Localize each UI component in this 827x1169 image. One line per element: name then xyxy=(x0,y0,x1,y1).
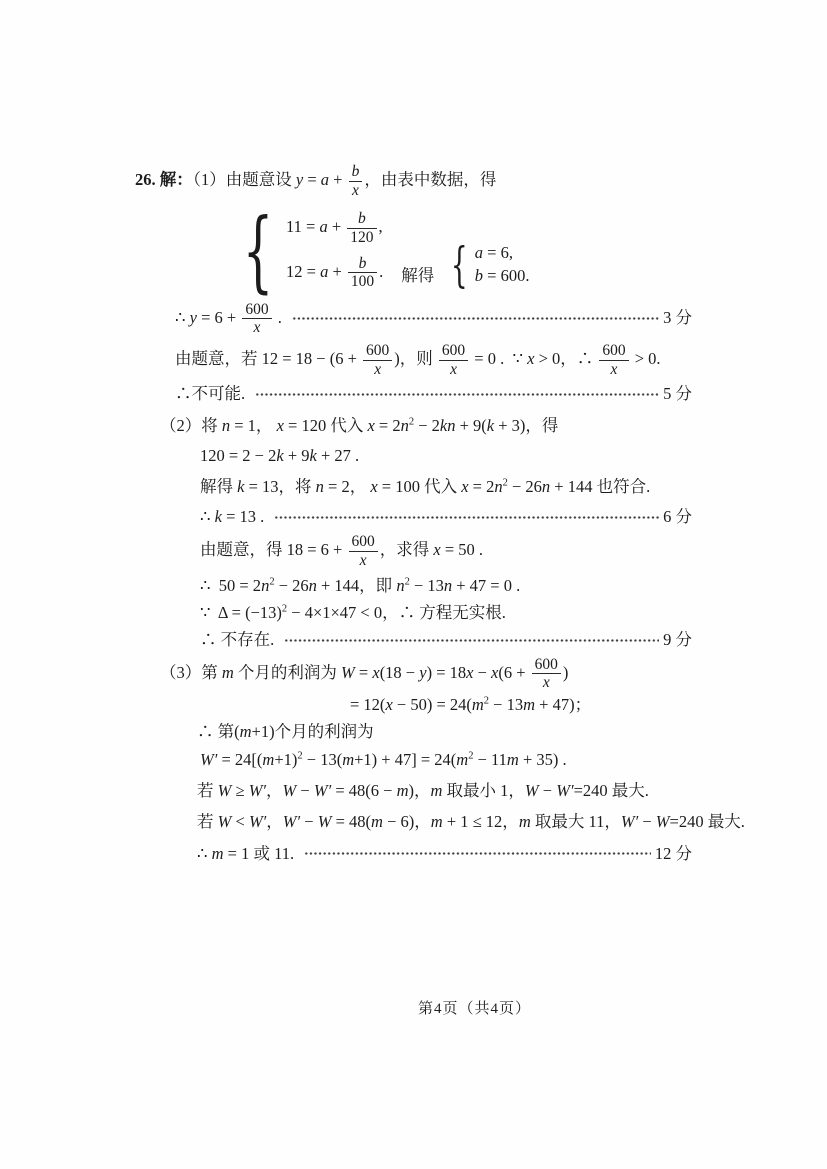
equation-row xyxy=(475,265,530,287)
text-segment: ∴ xyxy=(175,307,190,327)
math-variable: n xyxy=(541,476,551,496)
text-run xyxy=(160,656,568,693)
page-footer: 第4页（共4页） xyxy=(418,1001,532,1017)
math-variable: y xyxy=(295,170,304,190)
fraction xyxy=(599,342,628,379)
math-variable: m xyxy=(430,812,443,832)
score-label: 3 分 xyxy=(663,307,692,327)
text-segment: − 13 xyxy=(409,575,444,595)
text-run xyxy=(160,415,558,437)
math-variable: b xyxy=(474,266,484,286)
math-variable: k xyxy=(486,416,495,436)
text-segment: − xyxy=(538,781,557,801)
text-segment: ) = 18 xyxy=(426,662,467,682)
part2-quadratic xyxy=(200,575,692,597)
text-segment: + xyxy=(329,170,347,190)
text-segment: +1) xyxy=(274,749,298,769)
problem-26-part1-intro xyxy=(135,163,692,200)
score-label: 12 分 xyxy=(654,843,692,863)
text-run xyxy=(200,575,520,597)
text-segment: ) xyxy=(562,662,569,682)
text-segment: = 48( xyxy=(331,812,372,832)
conclusion-y-formula xyxy=(175,301,692,338)
text-segment: = xyxy=(303,170,321,190)
math-variable: W xyxy=(217,812,232,832)
part2-solve-k xyxy=(200,476,692,498)
dots-leader xyxy=(284,637,659,644)
part3-W-simplified xyxy=(350,694,692,716)
fraction xyxy=(532,656,561,693)
text-segment: +1) + 47] = 24( xyxy=(354,749,457,769)
text-segment: − 13( xyxy=(302,749,343,769)
text-segment: ，求得 xyxy=(379,540,434,560)
math-variable: n xyxy=(308,575,317,595)
math-variable: x xyxy=(370,476,378,496)
math-variable: m xyxy=(518,812,531,832)
math-variable: W xyxy=(655,812,670,832)
math-variable: k xyxy=(276,446,284,466)
math-variable: m xyxy=(523,695,536,715)
text-segment: , xyxy=(378,217,383,237)
math-variable: W′ xyxy=(556,781,574,801)
math-variable: W′ xyxy=(282,812,301,832)
math-variable: m xyxy=(371,812,383,832)
text-segment: 解得 xyxy=(200,476,238,496)
fraction-numerator: 600 xyxy=(599,342,628,361)
math-variable: n xyxy=(400,416,409,436)
text-segment: = 1 或 11. xyxy=(223,843,295,863)
text-segment: > 0，∴ xyxy=(534,349,598,369)
math-variable: a xyxy=(320,170,330,190)
math-variable: kn xyxy=(439,416,456,436)
text-segment: ∴ 第( xyxy=(197,721,240,741)
fraction-denominator: x xyxy=(253,319,261,337)
text-run xyxy=(200,533,483,570)
part3-W-prime xyxy=(200,749,692,771)
fraction-numerator: 600 xyxy=(532,656,561,675)
math-variable: W xyxy=(282,781,297,801)
superscript: 2 xyxy=(297,750,303,762)
text-segment: 由题意，得 18 = 6 + xyxy=(200,540,347,560)
text-segment: = 6, xyxy=(483,242,513,262)
text-segment: = 1， xyxy=(230,416,277,436)
text-segment: = 120 代入 xyxy=(283,416,368,436)
superscript: 2 xyxy=(408,416,415,428)
math-variable: x xyxy=(385,695,393,715)
fraction-numerator: b xyxy=(347,210,376,229)
text-segment: （2）将 xyxy=(160,416,222,436)
math-variable: k xyxy=(309,446,317,466)
text-run xyxy=(200,476,650,498)
part2-discriminant xyxy=(200,602,692,624)
text-segment: − 26 xyxy=(274,575,309,595)
text-segment: = 6 + xyxy=(196,307,241,327)
fraction-numerator: b xyxy=(349,163,363,182)
math-variable: m xyxy=(221,662,234,682)
text-segment: − 4×1×47 < 0，∴ 方程无实根. xyxy=(287,603,506,623)
text-run xyxy=(200,629,274,651)
text-segment: = 100 代入 xyxy=(377,476,462,496)
part3-case-W-greater xyxy=(197,780,692,802)
text-run xyxy=(200,602,506,624)
text-segment: ∴ xyxy=(197,843,212,863)
text-segment: （1）由题意设 xyxy=(192,170,296,190)
math-variable: n xyxy=(443,575,453,595)
text-run xyxy=(175,342,661,379)
text-segment: = 13 . xyxy=(221,506,265,526)
text-segment: ∴ 不存在. xyxy=(200,630,275,650)
text-segment: (18 − xyxy=(379,662,420,682)
fraction xyxy=(349,533,378,570)
dots-leader xyxy=(292,315,659,322)
text-segment: (6 + xyxy=(498,662,530,682)
text-segment: + 3)，得 xyxy=(494,416,559,436)
math-variable: W′ xyxy=(620,812,639,832)
dots-leader xyxy=(274,514,659,521)
text-segment: = 0 . ∵ xyxy=(470,349,528,369)
math-variable: W xyxy=(341,662,355,682)
text-segment: = 2 xyxy=(468,476,495,496)
text-segment: 个月的利润为 xyxy=(233,662,342,682)
text-segment: ， xyxy=(266,812,283,832)
part3-profit-W xyxy=(160,656,692,693)
text-segment: − 11 xyxy=(473,749,507,769)
text-segment: + xyxy=(328,261,346,281)
superscript: 2 xyxy=(483,695,490,707)
math-variable: x xyxy=(367,416,375,436)
fraction-denominator: x xyxy=(542,674,550,692)
math-variable: x xyxy=(433,540,441,560)
math-variable: m xyxy=(430,781,443,801)
text-segment: − 26 xyxy=(507,476,542,496)
fraction-numerator: 600 xyxy=(242,301,271,320)
text-segment: 解得 xyxy=(401,265,435,285)
fraction-denominator: x xyxy=(374,361,382,379)
left-brace-icon: { xyxy=(242,198,274,302)
math-variable: x xyxy=(527,349,535,369)
text-segment: = 600. xyxy=(483,266,530,286)
fraction xyxy=(348,255,377,292)
superscript: 2 xyxy=(269,576,275,588)
text-segment: − 6)， xyxy=(382,812,431,832)
superscript: 2 xyxy=(404,576,410,588)
score-label: 5 分 xyxy=(663,383,692,403)
part1-conclusion xyxy=(175,383,692,405)
part3-next-month-intro xyxy=(197,721,692,743)
math-variable: m xyxy=(211,843,224,863)
text-segment: 11 = xyxy=(286,217,320,237)
equation-row xyxy=(286,255,383,292)
text-segment: = xyxy=(354,662,373,682)
dots-leader xyxy=(255,391,659,398)
part1-reasoning xyxy=(175,342,692,379)
fraction xyxy=(349,163,363,200)
math-variable: n xyxy=(261,575,270,595)
text-segment: + 9 xyxy=(283,446,310,466)
text-run xyxy=(230,198,533,302)
text-segment: . xyxy=(273,307,282,327)
math-variable: m xyxy=(239,721,252,741)
text-segment: + 1 ≤ 12， xyxy=(442,812,519,832)
score-label: 6 分 xyxy=(663,506,692,526)
equation-row xyxy=(475,242,530,264)
superscript: 2 xyxy=(502,477,508,489)
bold-text-segment: 26. 解： xyxy=(135,170,193,190)
math-variable: m xyxy=(456,749,469,769)
fraction-numerator: 600 xyxy=(363,342,392,361)
score-label: 9 分 xyxy=(663,630,692,650)
math-variable: x xyxy=(276,416,284,436)
math-variable: m xyxy=(396,781,409,801)
text-segment: = 2 xyxy=(374,416,401,436)
text-segment: ， xyxy=(266,781,283,801)
text-segment: 120 = 2 − 2 xyxy=(200,446,277,466)
math-variable: n xyxy=(494,476,503,496)
text-segment: ，由表中数据，得 xyxy=(364,170,497,190)
text-run xyxy=(200,506,264,528)
math-variable: y xyxy=(419,662,427,682)
math-variable: a xyxy=(319,217,328,237)
fraction-denominator: 100 xyxy=(350,273,375,291)
text-segment: = 2， xyxy=(323,476,371,496)
fraction-numerator: b xyxy=(348,255,377,274)
math-variable: m xyxy=(262,749,275,769)
equation-row xyxy=(286,210,383,247)
fraction-numerator: 600 xyxy=(349,533,378,552)
text-segment: + xyxy=(327,217,346,237)
text-run xyxy=(197,811,745,833)
equation-system-rows xyxy=(475,242,530,288)
text-segment: 若 xyxy=(197,781,218,801)
math-variable: W′ xyxy=(248,781,267,801)
math-variable: m xyxy=(342,749,355,769)
math-variable: W′ xyxy=(313,781,332,801)
math-variable: k xyxy=(214,506,222,526)
text-segment: < xyxy=(231,812,249,832)
fraction xyxy=(242,301,271,338)
text-segment: 取最大 11， xyxy=(530,812,621,832)
text-segment: = 12( xyxy=(350,695,386,715)
text-segment: ∴不可能. xyxy=(175,383,246,403)
math-variable: a xyxy=(320,261,329,281)
text-run xyxy=(175,383,245,405)
text-segment: = 48(6 − xyxy=(331,781,397,801)
document-content xyxy=(135,163,745,865)
math-variable: x xyxy=(466,662,474,682)
dots-leader xyxy=(304,850,651,857)
math-variable: n xyxy=(315,476,324,496)
fraction-numerator: 600 xyxy=(439,342,468,361)
math-variable: W xyxy=(217,781,232,801)
text-segment: + 35) . xyxy=(518,749,567,769)
math-variable: x xyxy=(461,476,469,496)
text-segment: + 47 = 0 . xyxy=(452,575,521,595)
part3-conclusion xyxy=(197,843,692,865)
text-segment: =240 最大. xyxy=(573,781,649,801)
fraction-denominator: x xyxy=(450,361,457,379)
text-segment: = 24[( xyxy=(217,749,263,769)
math-variable: W′ xyxy=(200,749,218,769)
text-segment: = 13，将 xyxy=(244,476,316,496)
text-run xyxy=(175,301,282,338)
left-brace-icon: { xyxy=(451,236,468,293)
text-run xyxy=(197,780,649,802)
math-variable: m xyxy=(506,749,519,769)
text-segment: ∵ Δ = (−13) xyxy=(200,603,282,623)
text-segment: +1)个月的利润为 xyxy=(251,721,374,741)
part2-x50 xyxy=(200,533,692,570)
superscript: 2 xyxy=(468,750,474,762)
math-variable: n xyxy=(221,416,231,436)
part3-case-W-less xyxy=(197,811,745,833)
text-run xyxy=(197,721,374,743)
text-segment: + 27 . xyxy=(316,446,360,466)
equation-system-line xyxy=(230,198,692,302)
text-segment: 若 xyxy=(197,812,218,832)
fraction-denominator: x xyxy=(359,552,367,570)
equation-system xyxy=(444,236,530,293)
math-variable: x xyxy=(372,662,380,682)
equation-system xyxy=(230,198,384,302)
text-run xyxy=(200,445,359,467)
text-segment: 12 = xyxy=(286,261,321,281)
text-segment: )，则 xyxy=(394,349,437,369)
superscript: 2 xyxy=(281,603,288,615)
text-segment: ∴ xyxy=(200,506,215,526)
math-variable: m xyxy=(471,695,484,715)
math-variable: W xyxy=(524,781,539,801)
text-run xyxy=(197,843,294,865)
text-segment: − 50) = 24( xyxy=(392,695,472,715)
text-segment: + 9( xyxy=(455,416,487,436)
text-run xyxy=(200,749,567,771)
equation-system-rows xyxy=(286,210,383,291)
fraction xyxy=(439,342,468,379)
text-segment: − xyxy=(296,781,314,801)
text-run xyxy=(350,694,591,716)
part2-conclusion xyxy=(200,629,692,651)
text-segment: − 2 xyxy=(414,416,440,436)
math-variable: W xyxy=(317,812,332,832)
part2-equation xyxy=(200,445,692,467)
text-segment: + 47)； xyxy=(535,695,592,715)
math-variable: y xyxy=(189,307,197,327)
math-variable: W′ xyxy=(248,812,267,832)
text-segment: （3）第 xyxy=(160,662,222,682)
fraction xyxy=(363,342,392,379)
fraction xyxy=(347,210,376,247)
text-segment: 由题意，若 12 = 18 − (6 + xyxy=(175,349,362,369)
math-variable: k xyxy=(237,476,245,496)
math-variable: a xyxy=(474,242,484,262)
text-segment: + 144，即 xyxy=(316,575,397,595)
part2-substitution xyxy=(160,415,692,437)
math-variable: x xyxy=(491,662,499,682)
part2-k-conclusion xyxy=(200,506,692,528)
text-segment: − xyxy=(300,812,318,832)
text-segment: − xyxy=(638,812,656,832)
text-run xyxy=(135,163,496,200)
text-segment: ≥ xyxy=(231,781,249,801)
text-segment: > 0. xyxy=(630,349,661,369)
text-segment: − xyxy=(473,662,492,682)
text-segment: =240 最大. xyxy=(669,812,745,832)
fraction-denominator: x xyxy=(610,361,618,379)
text-segment: = 50 . xyxy=(440,540,484,560)
fraction-denominator: 120 xyxy=(350,228,374,246)
text-segment: ∴ 50 = 2 xyxy=(200,575,262,595)
text-segment: . xyxy=(379,261,384,281)
text-segment: − 13 xyxy=(489,695,524,715)
text-segment: )， xyxy=(408,781,431,801)
text-segment: + 144 也符合. xyxy=(550,476,651,496)
math-variable: n xyxy=(396,575,405,595)
fraction-denominator: x xyxy=(352,181,359,199)
text-segment: 取最小 1， xyxy=(442,781,525,801)
